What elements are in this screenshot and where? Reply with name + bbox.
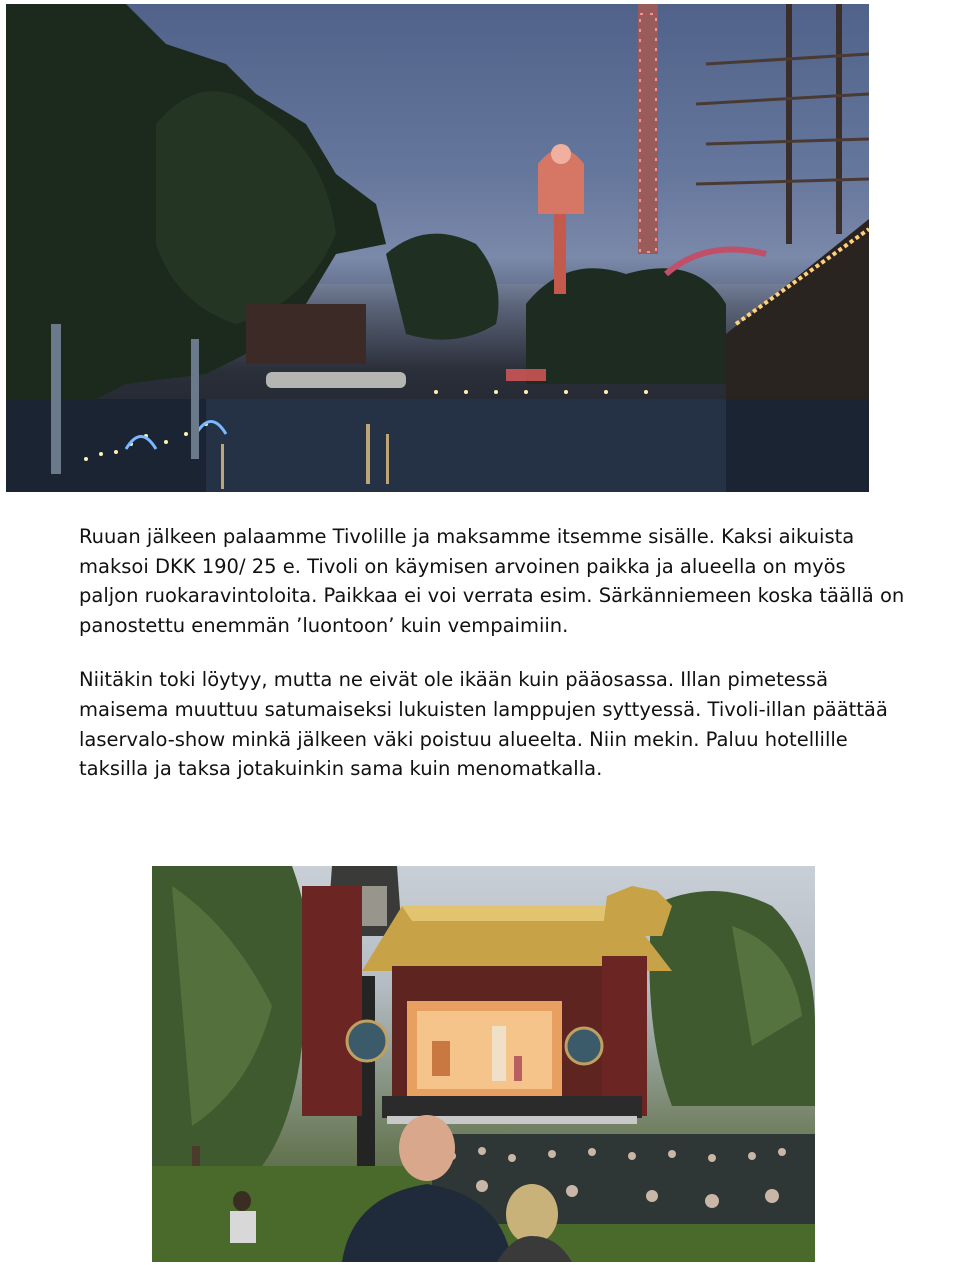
text-line: Niitäkin toki löytyy, mutta ne eivät ole ikään kuin pääosassa. Illan pimetessä — [79, 668, 829, 692]
text-line: maksoi DKK 190/ 25 e. Tivoli on käymisen arvoinen paikka ja alueella on myös — [79, 554, 846, 578]
paragraph-1 — [79, 522, 959, 640]
paragraph-2 — [79, 665, 959, 783]
text-line: taksilla ja taksa jotakuinkin sama kuin menomatkalla. — [79, 757, 603, 781]
text-line: maisema muuttuu satumaiseksi lukuisten lamppujen syttyessä. Tivoli-illan päättää — [79, 697, 888, 721]
text-line: panostettu enemmän ’luontoon’ kuin vempaimiin. — [79, 613, 569, 637]
tivoli-lake-photo — [6, 4, 869, 492]
text-line: paljon ruokaravintoloita. Paikkaa ei voi verrata esim. Särkänniemeen koska täällä on — [79, 584, 905, 608]
article-text — [79, 522, 959, 784]
text-line: Ruuan jälkeen palaamme Tivolille ja maksamme itsemme sisälle. Kaksi aikuista — [79, 525, 855, 548]
tivoli-lake-illustration — [6, 4, 869, 492]
text-line: laservalo-show minkä jälkeen väki poistuu alueelta. Niin mekin. Paluu hotellille — [79, 727, 848, 751]
pantomime-theatre-illustration — [152, 866, 815, 1262]
pantomime-theatre-photo — [152, 866, 815, 1262]
